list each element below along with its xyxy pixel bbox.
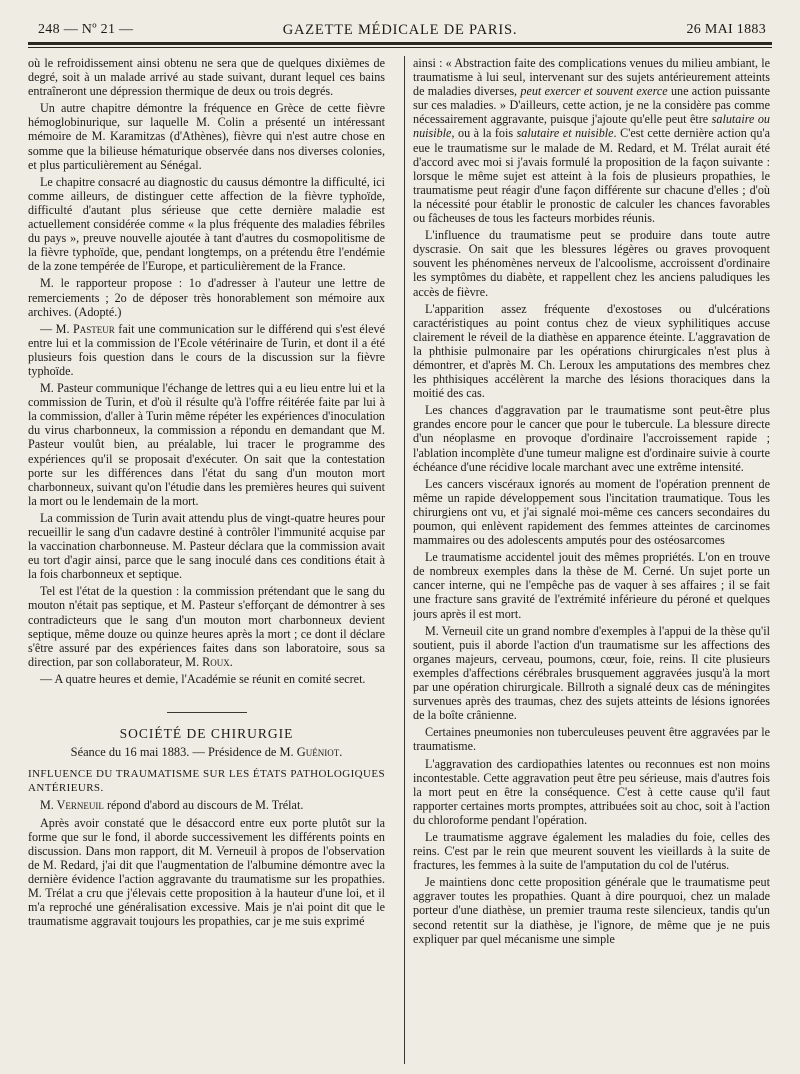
paragraph: Certaines pneumonies non tuberculeuses peuvent être aggravées par le traumatisme.: [413, 725, 770, 754]
left-column: [28, 56, 385, 1064]
text-run: une action puissante sur ces maladies. » D'ailleurs, cette action, je ne la considère pas comme nécessairement aggravante, puisque j'ajoute qu'elle peut être: [413, 84, 770, 127]
paragraph: où le refroidissement ainsi obtenu ne sera que de quelques dixièmes de degré, soit à un malade arrivé au stade suivant, durant lequel ces bains entraîneront une dépression thermique de deux ou trois degrés.: [28, 56, 385, 99]
paragraph: [413, 56, 770, 225]
paragraph: M. le rapporteur propose : 1o d'adresser à l'auteur une lettre de remerciements ; 2o de déposer très honorablement son mémoire aux archives. (Adopté.): [28, 276, 385, 319]
italic-run: peut exercer et souvent exerce: [520, 84, 668, 99]
person-name: Pasteur: [73, 321, 115, 336]
issue-date: 26 MAI 1883: [686, 22, 766, 37]
paragraph: Je maintiens donc cette proposition générale que le traumatisme peut aggraver toutes les propathies. Quant à dire pourquoi, chez un malade porteur d'une diathèse, un premier trauma reste silencieux, tandis qu'un second retentit sur la diathèse, je l'ignore, de même que je ne puis expliquer par quel mécanisme une simple: [413, 875, 770, 946]
text-run: .: [229, 654, 233, 669]
paragraph: L'aggravation des cardiopathies latentes ou reconnues est non moins incontestable. Cette aggravation peut être peu sérieuse, mais d'autres fois la mort peut en être la conséquence. C'est à cette cause qu'il faut rapporter certaines morts promptes, attribuées soit au choc, soit à l'action du chloroforme pendant l'opération.: [413, 756, 770, 827]
paragraph: [28, 584, 385, 669]
text-run: — M.: [40, 321, 73, 336]
session-line: [28, 745, 385, 759]
paragraph: Le chapitre consacré au diagnostic du causus démontre la difficulté, ici comme ailleurs, de distinguer cette affection de la fièvre typhoïde, difficulté d'autant plus sérieuse que cette dernière maladie est actuellement considérée comme « la plus fréquente des maladies fébriles du pays », preuve nouvelle ajoutée à tant d'autres du cosmopolitisme de la fièvre typhoïde, que, pendant longtemps, on a prétendu être l'endémie de la zone tempérée de l'Europe, et particulièrement de la France.: [28, 174, 385, 274]
paragraph: [28, 798, 385, 812]
paragraph: — A quatre heures et demie, l'Académie se réunit en comité secret.: [40, 671, 366, 686]
paragraph: La commission de Turin avait attendu plus de vingt-quatre heures pour recueillir le sang d'un cadavre destiné à contrôler l'immunité acquise par la vaccination charbonneuse. M. Pasteur déclara que la commission avait eu tort d'agir ainsi, parce que le sang inoculé dans ces conditions était à la fois charbonneux et septique.: [28, 510, 385, 582]
right-column: [413, 56, 770, 1064]
page-number: 248 — Nº 21 —: [38, 22, 134, 37]
person-name: Roux: [202, 654, 230, 669]
section-title: SOCIÉTÉ DE CHIRURGIE: [28, 712, 385, 741]
text-run: fait une communication sur le différend qui s'est élevé entre lui et la commission de l'Ecole vétérinaire de Turin, et dont il a été plusieurs fois question dans le cours de la discussion sur la fièvre typhoïde.: [28, 321, 385, 378]
italic-run: salutaire ou nuisible: [413, 112, 770, 141]
paragraph: Un autre chapitre démontre la fréquence en Grèce de cette fièvre hémoglobinurique, sur laquelle M. Colin a présenté un intéressant mémoire de M. Karamitzas (d'Athènes), fièvre qui n'est autre chose en somme que la bilieuse hématurique observée dans nos diverses colonies, et plus particulièrement au Sénégal.: [28, 101, 385, 172]
text-run: , ou à la fois: [451, 126, 517, 141]
paragraph: M. Verneuil cite un grand nombre d'exemples à l'appui de la thèse qu'il soutient, puis il aborde l'action d'un traumatisme sur les affections des organes majeurs, cerveau, poumons, cœur, foie, reins. Il cite plusieurs exemples d'affections cérébrales brusquement aggravées jusqu'à la mort par une opération chirurgicale. Billroth a signalé deux cas de méningites survenues après des traumas, chez des sujets atteints de lésions ignorées de la boîte crânienne.: [413, 623, 770, 723]
paragraph: Le traumatisme accidentel jouit des mêmes propriétés. L'on en trouve de nombreux exemples dans la thèse de M. Cerné. Un sujet porte un cancer interne, qui ne l'empêche pas de vaquer à ses affaires ; il se fait une fracture sans gravité de l'extrémité inférieure du péroné et quelques jours après il est mort.: [413, 550, 770, 621]
paragraph: Après avoir constaté que le désaccord entre eux porte plutôt sur la forme que sur le fond, il aborde successivement les différents points en discussion. Dans mon rapport, dit M. Verneuil à propos de l'observation de M. Redard, j'ai dit que l'augmentation de l'albumine démontre avec la dernière évidence l'action aggravante du traumatisme sur les propathies. M. Trélat a cru que j'élevais cette proposition à la hauteur d'une loi, et il m'a reproché une généralisation excessive. Mais je n'ai point dit que le traumatisme aggravait toujours les propathies, car je me suis exprimé: [28, 815, 385, 929]
paragraph: Le traumatisme aggrave également les maladies du foie, celles des reins. C'est par le rein que meurent souvent les vieillards à la suite de fractures, les femmes à la suite de l'amputation du col de l'utérus.: [413, 829, 770, 873]
person-name: Guéniot: [296, 745, 340, 760]
person-name: M. Verneuil: [40, 798, 104, 813]
text-run: répond d'abord au discours de M. Trélat.: [103, 798, 304, 813]
text-run: . C'est cette dernière action qu'a eue le traumatisme sur le malade de M. Redard, et M. Trélat aurait été d'accord avec moi si j'avais formulé la proposition de la façon suivante : lorsque le même sujet est atteint à la fois de plusieurs propathies, le traumatisme peut réagir d'une façon différente sur chacune d'elles ; d'où la nécessité pour établir le pronostic de calculer les chances favorables ou fâcheuses de tous les facteurs morbides réunis.: [413, 126, 770, 226]
column-divider: [404, 56, 405, 1064]
paragraph: L'apparition assez fréquente d'exostoses ou d'ulcérations caractéristiques au point contus chez de vieux syphilitiques accuse clairement le réveil de la diathèse en apparence éteinte. L'aggravation de la phthisie pulmonaire par les opérations chirurgicales n'est plus à démontrer, et d'après M. Ch. Leroux les amputations des membres chez les phthisiques accélèrent la marche des lésions thoraciques dans la moitié des cas.: [413, 301, 770, 401]
running-header: [28, 18, 772, 40]
paragraph: [28, 322, 385, 378]
text-run: ainsi : « Abstraction faite des complications venues du milieu ambiant, le traumatisme à lui seul, intervenant sur des sujets antérieurement atteints de maladies diverses,: [413, 56, 770, 99]
italic-run: salutaire et nuisible: [516, 126, 614, 141]
header-rule-thin: [28, 47, 772, 48]
text-run: Séance du 16 mai 1883. — Présidence de M.: [70, 745, 297, 760]
topic-heading: INFLUENCE DU TRAUMATISME SUR LES ÉTATS PATHOLOGIQUES ANTÉRIEURS.: [28, 768, 385, 795]
paragraph: Les cancers viscéraux ignorés au moment de l'opération prennent de même un rapide développement sous l'incitation traumatique. Tous les chirurgiens ont vu, et j'ai signalé moi-même ces cancers secondaires du poumon, qui enlèvent rapidement des femmes atteintes de carcinomes mammaires ou des adolescents amputés pour des ostéosarcomes: [413, 476, 770, 548]
paragraph: L'influence du traumatisme peut se produire dans toute autre dyscrasie. On sait que les blessures légères ou graves provoquent souvent les phénomènes nerveux de l'alcoolisme, accroissent d'ordinaire les symptômes du diabète, et rappellent chez les anciens paludiques les accès de fièvre.: [413, 228, 770, 299]
paragraph: M. Pasteur communique l'échange de lettres qui a eu lieu entre lui et la commission de Turin, et d'où il résulte qu'à l'offre réitérée faite par lui à la commission, d'aller à Turin même répéter les expériences d'inoculation du virus charbonneux, la commission a répondu en demandant que M. Pasteur voulût bien, au préalable, lui tracer le programme des expériences qu'il se proposait d'exécuter. On sait que la contestation porte sur les différences dans l'état du sang d'un mouton mort charbonneux, suivant qu'on l'étudie dans les premières heures qui suivent la mort ou le lendemain de la mort.: [28, 381, 385, 508]
header-rule-thick: [28, 42, 772, 45]
text-run: Tel est l'état de la question : la commission prétendant que le sang du mouton n'était pas septique, et M. Pasteur s'efforçant de démontrer à ses contradicteurs que le sang d'un mouton mort charbonneux devient septique, même douze ou quinze heures après la mort ; ce dont il déclare s'être assuré par des expériences faites dans son laboratoire, sous sa direction, par son collaborateur, M.: [28, 584, 385, 669]
paragraph: Les chances d'aggravation par le traumatisme sont peut-être plus grandes encore pour le cancer que pour le tubercule. La blessure directe d'un néoplasme en provoque d'ordinaire l'accroissement rapide ; l'ablation incomplète d'une tumeur maligne est d'ordinaire suivie à courte échéance d'une récidive locale marchant avec une extrême intensité.: [413, 403, 770, 474]
text-run: .: [339, 745, 343, 760]
journal-title: GAZETTE MÉDICALE DE PARIS.: [282, 22, 518, 38]
